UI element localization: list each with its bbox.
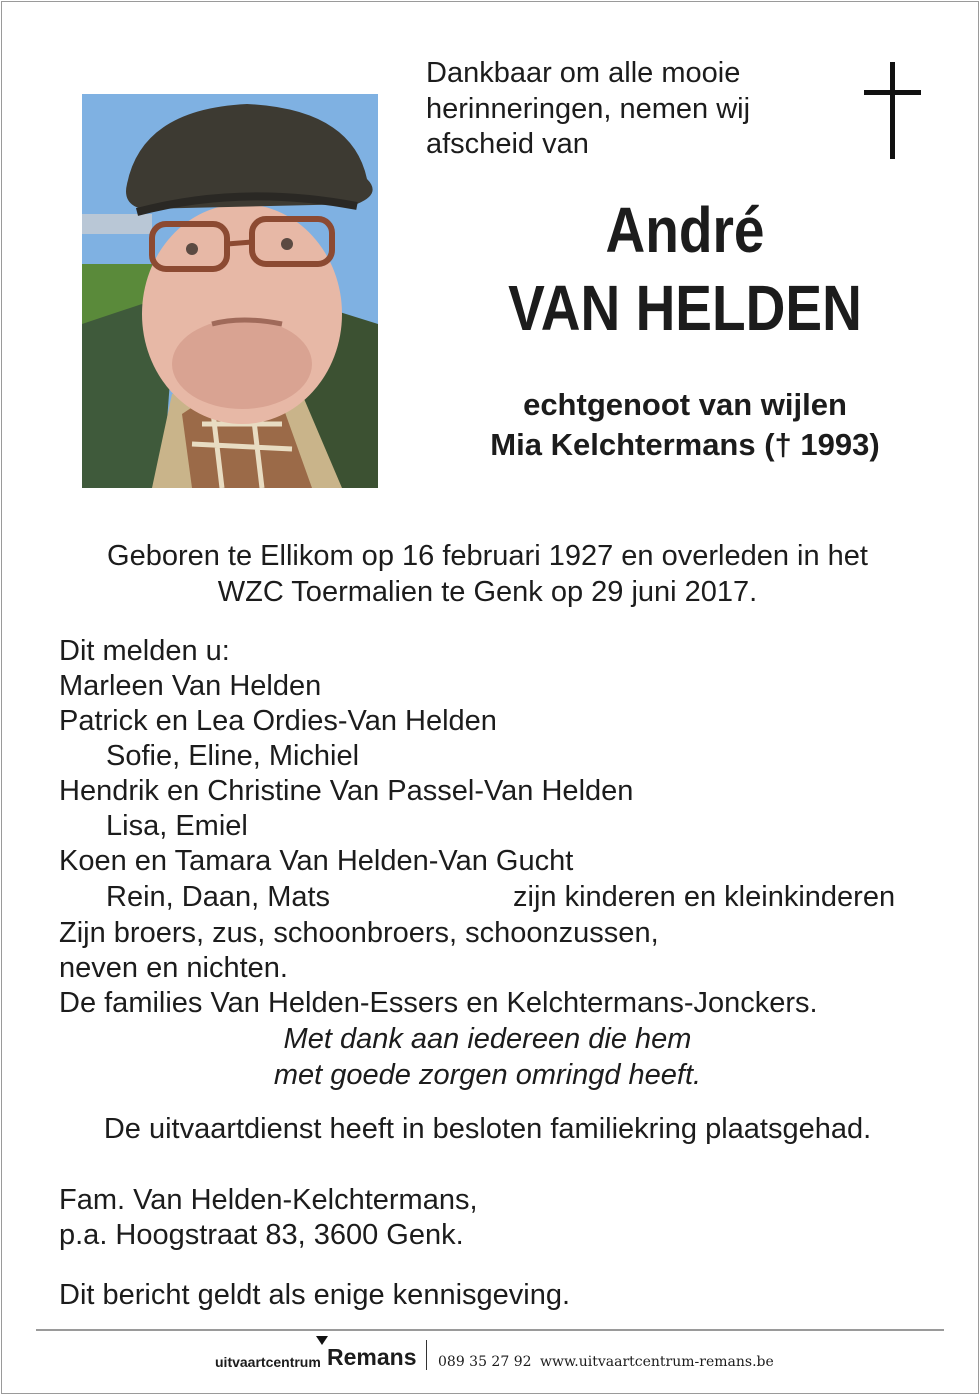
spouse-line: echtgenoot van wijlen [523, 387, 847, 422]
thanks-line: met goede zorgen omringd heeft. [273, 1059, 702, 1091]
footer-divider [36, 1329, 944, 1331]
cross-icon [864, 62, 922, 160]
death-line: WZC Toermalien te Genk op 29 juni 2017. [217, 576, 758, 608]
grandchildren-line: Lisa, Emiel [106, 810, 248, 842]
family-heading: Dit melden u: [59, 635, 230, 667]
portrait-photo [82, 94, 378, 488]
family-line: Patrick en Lea Ordies-Van Helden [59, 705, 497, 737]
birth-line: Geboren te Ellikom op 16 februari 1927 en overleden in het [107, 540, 868, 572]
address-line: p.a. Hoogstraat 83, 3600 Genk. [59, 1219, 464, 1251]
intro-text [426, 56, 846, 163]
thanks-line: Met dank aan iedereen die hem [283, 1023, 692, 1055]
family-line: Zijn broers, zus, schoonbroers, schoonzussen, [59, 917, 659, 949]
service-text: De uitvaartdienst heeft in besloten familiekring plaatsgehad. [103, 1113, 872, 1145]
intro-line: herinneringen, nemen wij [426, 92, 751, 125]
notice-text: Dit bericht geldt als enige kennisgeving. [59, 1279, 571, 1311]
intro-line: afscheid van [426, 128, 589, 160]
children-label: zijn kinderen en kleinkinderen [513, 881, 896, 913]
footer [0, 1336, 980, 1376]
grandchildren-line: Rein, Daan, Mats [106, 881, 331, 913]
intro-line: Dankbaar om alle mooie [426, 57, 741, 89]
brand-name: Remans [327, 1344, 417, 1370]
last-name: VAN HELDEN [508, 272, 862, 344]
family-line: neven en nichten. [59, 952, 288, 984]
family-line: Hendrik en Christine Van Passel-Van Helden [59, 775, 634, 807]
spouse-name: Mia Kelchtermans († 1993) [490, 427, 880, 462]
brand-small-text: uitvaartcentrum [215, 1354, 321, 1370]
family-line: De families Van Helden-Essers en Kelchtermans-Jonckers. [59, 987, 818, 1019]
family-line: Koen en Tamara Van Helden-Van Gucht [59, 845, 574, 877]
birth-death-text [20, 538, 955, 610]
address-line: Fam. Van Helden-Kelchtermans, [59, 1184, 478, 1216]
first-name: André [605, 194, 765, 266]
grandchildren-line: Sofie, Eline, Michiel [106, 740, 360, 772]
footer-separator [426, 1340, 427, 1370]
website-link[interactable]: www.uitvaartcentrum-remans.be [540, 1354, 774, 1370]
phone-number: 089 35 27 92 [438, 1354, 532, 1370]
family-line: Marleen Van Helden [59, 670, 322, 702]
